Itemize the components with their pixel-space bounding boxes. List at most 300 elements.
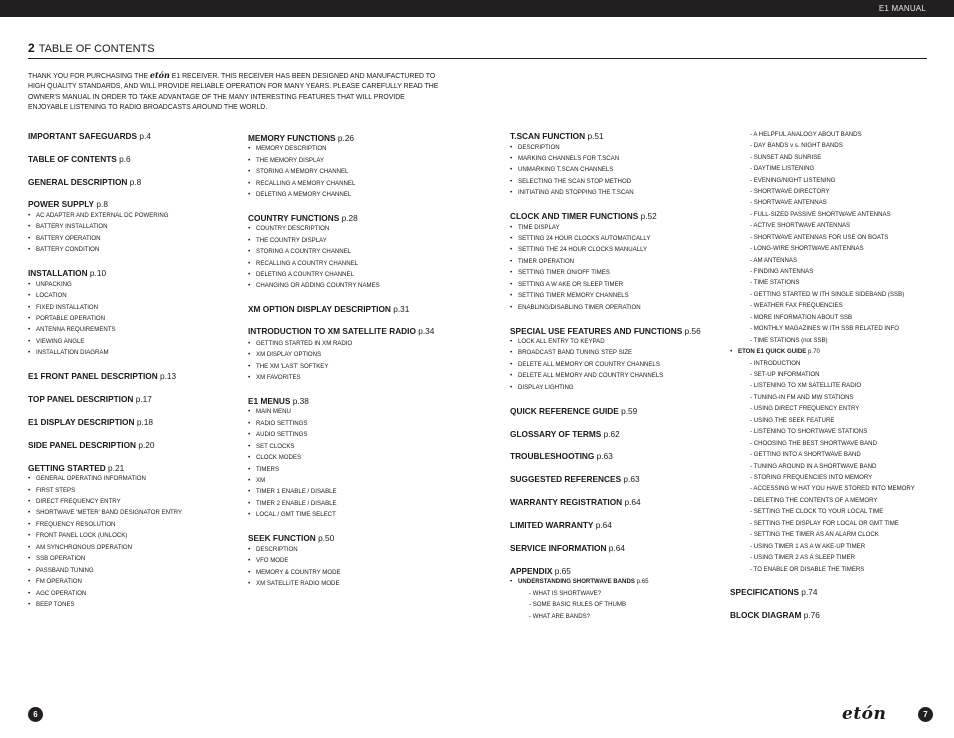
toc-subentry-text: MEMORY DESCRIPTION: [256, 145, 327, 152]
bullet-icon: •: [510, 281, 513, 288]
toc-subentry-text: ETON E1 QUICK GUIDE: [738, 348, 807, 355]
bullet-icon: •: [510, 578, 513, 585]
bullet-icon: •: [28, 349, 31, 356]
toc-entry-title: INTRODUCTION TO XM SATELLITE RADIO: [248, 326, 416, 336]
toc-subentry[interactable]: [248, 340, 353, 347]
bullet-icon: •: [248, 157, 251, 164]
toc-subentry[interactable]: [510, 372, 664, 379]
toc-subentry-text: DELETING A MEMORY CHANNEL: [256, 191, 352, 198]
toc-entry[interactable]: [510, 451, 613, 461]
toc-subentry-text: TIMERS: [256, 466, 280, 473]
toc-topic[interactable]: - SHORTWAVE ANTENNAS FOR USE ON BOATS: [750, 234, 889, 241]
toc-subentry-text: SETTING TIMER ON/OFF TIMES: [518, 269, 610, 276]
bullet-icon: •: [248, 225, 251, 232]
toc-subentry-text: FREQUENCY RESOLUTION: [36, 521, 116, 528]
toc-subentry[interactable]: [28, 235, 101, 242]
toc-topic[interactable]: - USING TIMER 1 AS A W AKE-UP TIMER: [750, 543, 866, 550]
toc-topic[interactable]: - ACCESSING W HAT YOU HAVE STORED INTO MEMORY: [750, 485, 915, 492]
bullet-icon: •: [248, 546, 251, 553]
toc-entry-page: p.20: [136, 440, 155, 450]
toc-subentry-text: VFO MODE: [256, 557, 289, 564]
intro-text-start: THANK YOU FOR PURCHASING THE: [28, 73, 150, 80]
bullet-icon: •: [248, 408, 251, 415]
toc-subentry[interactable]: [248, 168, 349, 175]
toc-subentry-text: RECALLING A MEMORY CHANNEL: [256, 180, 356, 187]
bullet-icon: •: [248, 454, 251, 461]
toc-topic[interactable]: - EVENING/NIGHT LISTENING: [750, 177, 836, 184]
toc-topic[interactable]: - DAY BANDS v s. NIGHT BANDS: [750, 142, 843, 149]
toc-subentry[interactable]: [248, 511, 336, 518]
toc-entry[interactable]: [510, 543, 625, 553]
toc-entry-title: WARRANTY REGISTRATION: [510, 497, 623, 507]
toc-subentry-text: DELETING A COUNTRY CHANNEL: [256, 271, 354, 278]
toc-entry-title: SUGGESTED REFERENCES: [510, 474, 622, 484]
toc-subentry[interactable]: [28, 246, 100, 253]
bullet-icon: •: [248, 271, 251, 278]
toc-subentry-text: CHANGING OR ADDING COUNTRY NAMES: [256, 282, 380, 289]
bullet-icon: •: [28, 487, 31, 494]
toc-entry[interactable]: [248, 304, 409, 314]
toc-entry-title: SPECIFICATIONS: [730, 587, 799, 597]
bullet-icon: •: [510, 269, 513, 276]
toc-entry-title: GLOSSARY OF TERMS: [510, 429, 602, 439]
toc-subentry[interactable]: [248, 477, 266, 484]
toc-subentry[interactable]: [248, 500, 337, 507]
toc-subentry-text: LOCATION: [36, 292, 67, 299]
toc-topic[interactable]: - FINDING ANTENNAS: [750, 268, 814, 275]
toc-subentry[interactable]: [28, 212, 169, 219]
toc-topic[interactable]: - SET-UP INFORMATION: [750, 371, 820, 378]
toc-entry-page: p.17: [133, 394, 152, 404]
bullet-icon: •: [28, 281, 31, 288]
toc-subentry[interactable]: [510, 304, 641, 311]
toc-subentry[interactable]: [28, 487, 76, 494]
toc-entry[interactable]: [248, 396, 309, 406]
toc-subentry-text: THE MEMORY DISPLAY: [256, 157, 325, 164]
toc-topic[interactable]: - TUNING AROUND IN A SHORTWAVE BAND: [750, 463, 877, 470]
toc-topic[interactable]: - LISTENING TO XM SATELLITE RADIO: [750, 382, 862, 389]
toc-entry-title: SEEK FUNCTION: [248, 533, 316, 543]
toc-subentry-text: FRONT PANEL LOCK (UNLOCK): [36, 532, 128, 539]
bullet-icon: •: [248, 431, 251, 438]
toc-entry[interactable]: [510, 406, 637, 416]
toc-subentry[interactable]: [248, 580, 340, 587]
toc-topic[interactable]: - SETTING THE CLOCK TO YOUR LOCAL TIME: [750, 508, 884, 515]
toc-entry-title: IMPORTANT SAFEGUARDS: [28, 131, 138, 141]
toc-subentry[interactable]: [510, 258, 575, 265]
toc-subentry[interactable]: [28, 326, 116, 333]
toc-entry-title: XM OPTION DISPLAY DESCRIPTION: [248, 304, 391, 314]
toc-entry[interactable]: [28, 199, 108, 209]
toc-subentry-text: PASSBAND TUNING: [36, 567, 94, 574]
bullet-icon: •: [248, 374, 251, 381]
toc-entry[interactable]: [28, 268, 106, 278]
bullet-icon: •: [28, 578, 31, 585]
toc-subentry-text: VIEWING ANGLE: [36, 338, 85, 345]
toc-topic[interactable]: - GETTING STARTED W ITH SINGLE SIDEBAND (SSB): [750, 291, 905, 298]
toc-subentry[interactable]: [248, 282, 380, 289]
eton-logo: etón: [842, 704, 887, 724]
toc-entry[interactable]: [28, 154, 131, 164]
section-title-text: TABLE OF CONTENTS: [38, 43, 155, 55]
toc-entry[interactable]: [248, 326, 434, 336]
bullet-icon: •: [510, 224, 513, 231]
toc-subentry[interactable]: [248, 454, 302, 461]
bullet-icon: •: [510, 304, 513, 311]
bullet-icon: •: [510, 361, 513, 368]
toc-subentry[interactable]: [248, 569, 341, 576]
bullet-icon: •: [248, 180, 251, 187]
toc-subentry-text: LOCK ALL ENTRY TO KEYPAD: [518, 338, 605, 345]
toc-subentry-text: RADIO SETTINGS: [256, 420, 308, 427]
toc-topic[interactable]: - LISTENING TO SHORTWAVE STATIONS: [750, 428, 868, 435]
toc-subentry[interactable]: [510, 246, 648, 253]
bullet-icon: •: [510, 189, 513, 196]
bullet-icon: •: [28, 601, 31, 608]
toc-entry[interactable]: [510, 429, 620, 439]
toc-entry[interactable]: [510, 497, 641, 507]
toc-subentry-text: TIMER 1 ENABLE / DISABLE: [256, 488, 337, 495]
bullet-icon: •: [248, 557, 251, 564]
bullet-icon: •: [510, 178, 513, 185]
toc-subentry[interactable]: [248, 374, 301, 381]
toc-topic[interactable]: - USING THE SEEK FEATURE: [750, 417, 835, 424]
toc-entry-title: TOP PANEL DESCRIPTION: [28, 394, 134, 404]
toc-subentry[interactable]: [510, 578, 649, 585]
intro-paragraph: [28, 70, 446, 114]
toc-entry-page: p.34: [415, 326, 435, 336]
toc-subentry[interactable]: [510, 269, 610, 276]
toc-subentry[interactable]: [510, 224, 560, 231]
toc-subentry[interactable]: [28, 590, 87, 597]
toc-entry-title: T.SCAN FUNCTION: [510, 131, 586, 141]
toc-subentry[interactable]: [510, 361, 660, 368]
toc-subentry[interactable]: [248, 351, 322, 358]
toc-entry-title: POWER SUPPLY: [28, 199, 95, 209]
toc-topic[interactable]: - ACTIVE SHORTWAVE ANTENNAS: [750, 222, 851, 229]
toc-subentry[interactable]: [248, 363, 329, 370]
toc-subentry[interactable]: [248, 145, 327, 152]
toc-subentry[interactable]: [510, 166, 614, 173]
toc-subentry[interactable]: [510, 349, 633, 356]
toc-topic[interactable]: - SETTING THE DISPLAY FOR LOCAL OR GMT TIME: [750, 520, 899, 527]
toc-subentry-text: FIXED INSTALLATION: [36, 304, 99, 311]
toc-entry-title: CLOCK AND TIMER FUNCTIONS: [510, 211, 639, 221]
bullet-icon: •: [248, 248, 251, 255]
toc-subentry[interactable]: [248, 546, 298, 553]
bullet-icon: •: [248, 500, 251, 507]
toc-subentry[interactable]: [510, 189, 634, 196]
toc-topic[interactable]: - TIME STATIONS: [750, 279, 800, 286]
toc-subentry[interactable]: [248, 271, 354, 278]
bullet-icon: •: [510, 338, 513, 345]
toc-subentry[interactable]: [248, 443, 295, 450]
toc-subentry-text: MAIN MENU: [256, 408, 291, 415]
toc-subentry[interactable]: [28, 223, 108, 230]
toc-subentry[interactable]: [248, 248, 352, 255]
toc-subentry-page: p.70: [806, 348, 820, 355]
toc-subentry[interactable]: [28, 475, 146, 482]
bullet-icon: •: [510, 155, 513, 162]
toc-entry[interactable]: [28, 394, 152, 404]
toc-subentry-text: GENERAL OPERATING INFORMATION: [36, 475, 146, 482]
bullet-icon: •: [510, 384, 513, 391]
toc-subentry[interactable]: [28, 578, 82, 585]
toc-subentry[interactable]: [248, 408, 291, 415]
toc-subentry[interactable]: [28, 567, 94, 574]
toc-subentry[interactable]: [248, 237, 327, 244]
toc-subentry-text: COUNTRY DESCRIPTION: [256, 225, 330, 232]
toc-subentry[interactable]: [248, 191, 352, 198]
toc-topic[interactable]: - SUNSET AND SUNRISE: [750, 154, 822, 161]
bullet-icon: •: [248, 488, 251, 495]
toc-subentry-text: FM OPERATION: [36, 578, 82, 585]
toc-subentry-text: UNPACKING: [36, 281, 72, 288]
toc-entry-title: GETTING STARTED: [28, 463, 106, 473]
toc-subentry[interactable]: [28, 509, 183, 516]
toc-subentry-text: AM SYNCHRONOUS OPERATION: [36, 544, 133, 551]
toc-topic[interactable]: - USING DIRECT FREQUENCY ENTRY: [750, 405, 860, 412]
toc-subentry[interactable]: [28, 498, 121, 505]
toc-subentry[interactable]: [248, 180, 356, 187]
toc-subentry[interactable]: [248, 260, 359, 267]
toc-subentry[interactable]: [510, 281, 624, 288]
toc-entry-page: p.28: [339, 213, 358, 223]
toc-topic[interactable]: - GETTING INTO A SHORTWAVE BAND: [750, 451, 861, 458]
toc-entry[interactable]: [510, 474, 640, 484]
toc-subentry[interactable]: [730, 348, 820, 355]
title-rule: [28, 58, 927, 59]
bullet-icon: •: [510, 235, 513, 242]
toc-subentry[interactable]: [510, 384, 574, 391]
toc-subentry-text: DESCRIPTION: [256, 546, 298, 553]
bullet-icon: •: [248, 145, 251, 152]
bullet-icon: •: [28, 521, 31, 528]
toc-subentry[interactable]: [248, 488, 337, 495]
toc-entry-page: p.13: [157, 371, 177, 381]
toc-subentry-text: XM FAVORITES: [256, 374, 301, 381]
toc-entry-page: p.64: [606, 543, 625, 553]
toc-topic[interactable]: - DAYTIME LISTENING: [750, 165, 815, 172]
toc-subentry[interactable]: [28, 281, 72, 288]
toc-subentry-text: AGC OPERATION: [36, 590, 87, 597]
toc-entry-title: QUICK REFERENCE GUIDE: [510, 406, 619, 416]
bullet-icon: •: [28, 567, 31, 574]
toc-topic[interactable]: - WHAT IS SHORTWAVE?: [529, 590, 602, 597]
toc-subentry[interactable]: [248, 157, 325, 164]
bullet-icon: •: [28, 532, 31, 539]
toc-subentry-text: STORING A MEMORY CHANNEL: [256, 168, 349, 175]
toc-subentry[interactable]: [248, 420, 308, 427]
toc-entry[interactable]: [248, 133, 354, 143]
toc-subentry-text: THE COUNTRY DISPLAY: [256, 237, 327, 244]
toc-entry-page: p.65: [552, 566, 571, 576]
toc-topic[interactable]: - WEATHER FAX FREQUENCIES: [750, 302, 843, 309]
bullet-icon: •: [510, 258, 513, 265]
toc-subentry-text: AC ADAPTER AND EXTERNAL DC POWERING: [36, 212, 169, 219]
toc-topic[interactable]: - TIME STATIONS (not SSB): [750, 337, 828, 344]
toc-subentry-text: RECALLING A COUNTRY CHANNEL: [256, 260, 359, 267]
toc-subentry-text: XM DISPLAY OPTIONS: [256, 351, 322, 358]
toc-topic[interactable]: - SOME BASIC RULES OF THUMB: [529, 601, 627, 608]
toc-subentry-text: XM: [256, 477, 266, 484]
toc-entry-page: p.74: [799, 587, 818, 597]
toc-entry[interactable]: [510, 131, 604, 141]
toc-subentry[interactable]: [510, 338, 605, 345]
toc-topic[interactable]: - SHORTWAVE ANTENNAS: [750, 199, 827, 206]
toc-entry-page: p.59: [618, 406, 638, 416]
toc-subentry-page: p.65: [634, 578, 649, 585]
toc-entry-page: p.6: [116, 154, 131, 164]
toc-topic[interactable]: - AM ANTENNAS: [750, 257, 798, 264]
toc-subentry-text: MEMORY & COUNTRY MODE: [256, 569, 341, 576]
toc-topic[interactable]: - USING TIMER 2 AS A SLEEP TIMER: [750, 554, 855, 561]
toc-entry[interactable]: [28, 440, 155, 450]
toc-entry-page: p.51: [585, 131, 604, 141]
toc-subentry-text: DIRECT FREQUENCY ENTRY: [36, 498, 121, 505]
right-page-number: 7: [918, 707, 933, 722]
toc-subentry[interactable]: [510, 292, 629, 299]
bullet-icon: •: [248, 191, 251, 198]
toc-subentry-text: THE XM 'LAST' SOFTKEY: [256, 363, 329, 370]
toc-subentry[interactable]: [248, 431, 308, 438]
toc-subentry[interactable]: [248, 466, 280, 473]
toc-subentry-text: SHORTWAVE 'METER' BAND DESIGNATOR ENTRY: [36, 509, 183, 516]
bullet-icon: •: [28, 498, 31, 505]
toc-subentry-text: CLOCK MODES: [256, 454, 302, 461]
toc-topic[interactable]: - STORING FREQUENCIES INTO MEMORY: [750, 474, 873, 481]
toc-topic[interactable]: - MORE INFORMATION ABOUT SSB: [750, 314, 853, 321]
toc-subentry-text: BEEP TONES: [36, 601, 75, 608]
toc-entry-title: LIMITED WARRANTY: [510, 520, 594, 530]
bullet-icon: •: [248, 443, 251, 450]
toc-subentry[interactable]: [28, 532, 128, 539]
toc-subentry-text: DELETE ALL MEMORY OR COUNTRY CHANNELS: [518, 361, 660, 368]
bullet-icon: •: [28, 212, 31, 219]
toc-entry-page: p.18: [134, 417, 153, 427]
toc-subentry-text: SETTING A W AKE OR SLEEP TIMER: [518, 281, 624, 288]
toc-topic[interactable]: - FULL-SIZED PASSIVE SHORTWAVE ANTENNAS: [750, 211, 891, 218]
toc-entry-title: E1 MENUS: [248, 396, 291, 406]
toc-subentry-text: TIMER 2 ENABLE / DISABLE: [256, 500, 337, 507]
bullet-icon: •: [248, 420, 251, 427]
toc-subentry[interactable]: [28, 349, 109, 356]
toc-subentry[interactable]: [510, 144, 560, 151]
bullet-icon: •: [248, 466, 251, 473]
toc-subentry[interactable]: [28, 304, 99, 311]
toc-subentry[interactable]: [28, 521, 116, 528]
toc-subentry[interactable]: [28, 544, 133, 551]
toc-subentry[interactable]: [248, 557, 289, 564]
toc-topic[interactable]: - LONG-WIRE SHORTWAVE ANTENNAS: [750, 245, 864, 252]
toc-subentry[interactable]: [510, 235, 651, 242]
toc-topic[interactable]: - INTRODUCTION: [750, 360, 801, 367]
bullet-icon: •: [248, 477, 251, 484]
toc-entry-page: p.31: [390, 304, 410, 314]
bullet-icon: •: [510, 349, 513, 356]
toc-entry[interactable]: [730, 587, 817, 597]
toc-subentry-text: SSB OPERATION: [36, 555, 86, 562]
toc-subentry-text: LOCAL / GMT TIME SELECT: [256, 511, 336, 518]
toc-topic[interactable]: - SETTING THE TIMER AS AN ALARM CLOCK: [750, 531, 879, 538]
left-page-number: 6: [28, 707, 43, 722]
toc-entry-title: SPECIAL USE FEATURES AND FUNCTIONS: [510, 326, 683, 336]
toc-entry[interactable]: [510, 211, 657, 221]
toc-topic[interactable]: - MONTHLY MAGAZINES W ITH SSB RELATED INFO: [750, 325, 899, 332]
toc-topic[interactable]: - DELETING THE CONTENTS OF A MEMORY: [750, 497, 878, 504]
toc-entry[interactable]: [28, 131, 151, 141]
bullet-icon: •: [248, 363, 251, 370]
toc-topic[interactable]: - TO ENABLE OR DISABLE THE TIMERS: [750, 566, 865, 573]
intro-text-end: E1 RECEIVER. THIS RECEIVER HAS BEEN DESIGNED AND MANUFACTURED TO HIGH QUALITY STANDARDS, AND WILL PROVIDE RELIABLE OPERATION FOR MANY YEARS. PLEASE CAREFULLY READ THE OWNER'S MANUAL IN ORDER TO TAKE ADVANTAGE OF THE MANY INTERESTING FEATURES THAT WILL PROVIDE ENJOYABLE LISTENING TO RADIO BROADCASTS AROUND THE WORLD.: [28, 73, 439, 112]
toc-topic[interactable]: - WHAT ARE BANDS?: [529, 613, 591, 620]
toc-entry[interactable]: [28, 177, 141, 187]
toc-subentry-text: DELETE ALL MEMORY AND COUNTRY CHANNELS: [518, 372, 664, 379]
toc-subentry-text: FIRST STEPS: [36, 487, 76, 494]
bullet-icon: •: [28, 338, 31, 345]
bullet-icon: •: [510, 246, 513, 253]
toc-topic[interactable]: - CHOOSING THE BEST SHORTWAVE BAND: [750, 440, 877, 447]
toc-entry[interactable]: [510, 520, 612, 530]
toc-subentry-text: UNDERSTANDING SHORTWAVE BANDS: [518, 578, 635, 585]
toc-entry-page: p.50: [315, 533, 335, 543]
toc-entry[interactable]: [730, 610, 820, 620]
toc-entry[interactable]: [510, 326, 701, 336]
toc-entry[interactable]: [248, 213, 358, 223]
toc-subentry[interactable]: [248, 225, 330, 232]
toc-subentry[interactable]: [28, 601, 75, 608]
bullet-icon: •: [248, 237, 251, 244]
toc-subentry[interactable]: [28, 338, 85, 345]
toc-subentry[interactable]: [510, 155, 620, 162]
toc-entry[interactable]: [248, 533, 334, 543]
manual-label: E1 MANUAL: [878, 4, 926, 13]
toc-subentry[interactable]: [28, 555, 86, 562]
toc-subentry[interactable]: [510, 178, 632, 185]
toc-entry[interactable]: [28, 371, 176, 381]
toc-topic[interactable]: - A HELPFUL ANALOGY ABOUT BANDS: [750, 131, 862, 138]
toc-subentry-text: BATTERY INSTALLATION: [36, 223, 108, 230]
bullet-icon: •: [510, 144, 513, 151]
toc-entry[interactable]: [28, 463, 124, 473]
bullet-icon: •: [28, 509, 31, 516]
toc-entry-page: p.64: [593, 520, 612, 530]
bullet-icon: •: [248, 282, 251, 289]
toc-entry-page: p.63: [621, 474, 640, 484]
toc-entry[interactable]: [28, 417, 153, 427]
bullet-icon: •: [510, 292, 513, 299]
toc-subentry[interactable]: [28, 292, 67, 299]
toc-topic[interactable]: - SHORTWAVE DIRECTORY: [750, 188, 830, 195]
toc-subentry-text: PORTABLE OPERATION: [36, 315, 106, 322]
toc-entry-page: p.38: [290, 396, 309, 406]
bullet-icon: •: [510, 372, 513, 379]
toc-subentry-text: STORING A COUNTRY CHANNEL: [256, 248, 352, 255]
toc-topic[interactable]: - TUNING-IN FM AND MW STATIONS: [750, 394, 854, 401]
toc-subentry-text: DESCRIPTION: [518, 144, 560, 151]
toc-subentry-text: SETTING 24 HOUR CLOCKS AUTOMATICALLY: [518, 235, 651, 242]
toc-entry[interactable]: [510, 566, 571, 576]
toc-subentry[interactable]: [28, 315, 106, 322]
bullet-icon: •: [28, 246, 31, 253]
bullet-icon: •: [28, 235, 31, 242]
bullet-icon: •: [248, 580, 251, 587]
toc-entry-title: APPENDIX: [510, 566, 553, 576]
bullet-icon: •: [28, 223, 31, 230]
toc-subentry-text: SET CLOCKS: [256, 443, 295, 450]
bullet-icon: •: [510, 166, 513, 173]
toc-entry-page: p.64: [622, 497, 641, 507]
